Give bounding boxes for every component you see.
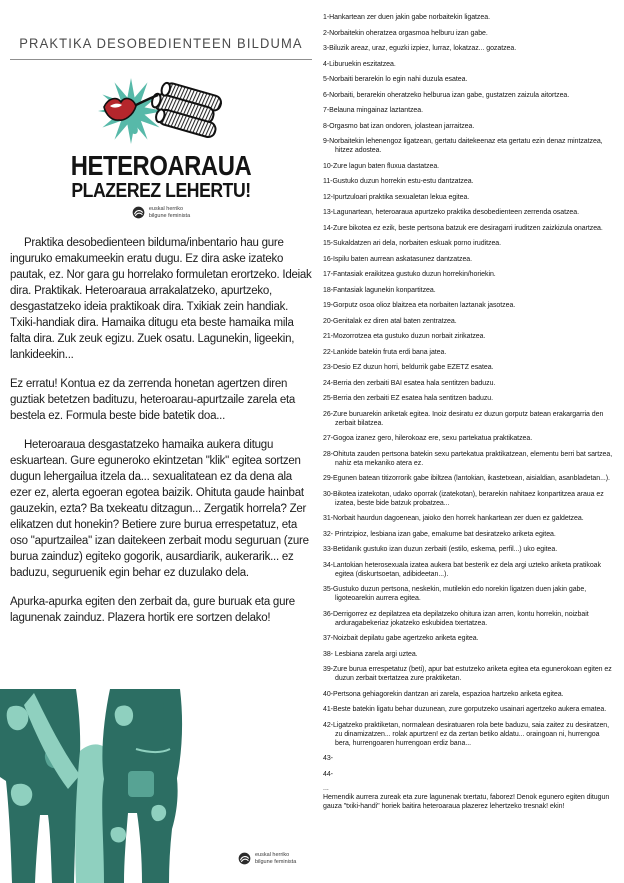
intro-text	[10, 235, 312, 626]
list-item: 14-Zure bikotea ez ezik, beste pertsona batzuk ere desiragarri iruditzen zaizkizula onartzea.	[323, 224, 603, 232]
list-ellipsis: ...	[323, 785, 329, 792]
org-name	[149, 206, 190, 219]
practices-list	[323, 13, 617, 811]
intro-paragraph-3: Heteroaraua desgastatzeko hamaika aukera ditugu eskuartean. Gure eguneroko ekintzetan "klik" egitea sortzen dugun lehergailua itzela da... sexualitatean ez da dena ala ezer ez, alerta egoeran egotea baizik. Ohituta gaude hainbat gauzekin, ezta? Ba txekeatu ditzagun... Zergatik horrela? Zer elikatzen dut honekin? Betiere zure burua errespetatuz, eta oso "apurtzailea" izan daitekeen zerbait modu seguruan (zure burua zainduz) egiteko gogorik, ausardiarik, aukerarik... ez baduzu, seguruenik egin behar ez duzulako dela.	[10, 439, 309, 579]
intro-paragraph-1: Praktika desobedienteen bilduma/inbentario hau gure inguruko emakumeekin eratu dugu. Ez dira aske izateko pautak, ez. Nor gara gu horrelako formuletan erortzeko. Ideiak dira. Praktikak. Heteroaraua arrakalatzeko, apurtzeko, desgastatzeko ideia praktikoak dira. Txikiak zein handiak. Txiki-handiak dira. Hamaika ditugu eta beste hamaika mila falta dira. Zuk zeuk egizu. Zuek osatu. Lagunekin, ligeekin, lankideekin...	[10, 237, 312, 361]
list-item: 43-	[323, 755, 333, 762]
list-item: 29-Egunen batean titizorrorik gabe ibiltzea (lantokian, ikastetxean, aisialdian, asanbladetan...).	[323, 475, 610, 482]
list-item: 11-Gustuko duzun horrekin estu-estu dantzatzea.	[323, 178, 474, 185]
org-name-line1: euskal herriko	[255, 852, 290, 859]
org-swirl-icon	[132, 206, 145, 219]
list-item: 12-Ipurtzuloari praktika sexualetan lekua egitea.	[323, 193, 470, 201]
org-name-line1: euskal herriko	[148, 206, 184, 213]
list-item: 35-Gustuko duzun pertsona, neskekin, mutilekin edo norekin ligatzen duen jakin gabe, ligoteoarekin aurrera egitea.	[323, 586, 587, 602]
list-item: 24-Berria den zerbaiti BAI esatea hala sentitzen baduzu.	[323, 379, 496, 387]
list-item: 33-Betidanik gustuko izan duzun zerbaiti (estilo, eskema, perfil...) uko egitea.	[323, 546, 558, 553]
list-item: 15-Sukaldatzen ari dela, norbaiten eskuak porno iruditzea.	[323, 240, 502, 247]
list-item: 8-Orgasmo bat izan ondoren, jolastean jarraitzea.	[323, 122, 475, 130]
list-item: 32- Printzipioz, lesbiana izan gabe, emakume bat desiratzeko ariketa egitea.	[323, 530, 556, 538]
campaign-title-line2: PLAZEREZ LEHERTU!	[71, 180, 251, 202]
list-item: 27-Gogoa izanez gero, hilerokoaz ere, sexu partekatua praktikatzea.	[323, 435, 533, 442]
list-item: 7-Belauna mingainaz laztantzea.	[323, 107, 424, 114]
list-item: 18-Fantasiak lagunekin konpartitzea.	[323, 286, 436, 294]
left-column	[10, 0, 312, 639]
list-item: 1-Hankartean zer duen jakin gabe norbaitekin ligatzea.	[323, 14, 490, 21]
org-swirl-icon	[238, 852, 251, 865]
list-item: 31-Norbait haurdun dagoenean, jaioko den horrek hankartean zer duen ez galdetzea.	[323, 515, 584, 522]
list-item: 13-Lagunartean, heteroaraua apurtzeko praktika desobedienteen zerrenda osatzea.	[323, 209, 580, 216]
list-item: 17-Fantasiak eraikitzea gustuko duzun horrekin/horiekin.	[323, 271, 496, 278]
list-item: 21-Mozorrotzea eta gustuko duzun norbait zirikatzea.	[323, 333, 486, 340]
org-logo-top	[10, 206, 312, 219]
org-name-line2: bilgune feminista	[255, 858, 297, 865]
list-item: 25-Berria den zerbaiti EZ esatea hala sentitzen baduzu.	[323, 395, 494, 402]
practice-items	[323, 13, 617, 779]
right-figure-highlight-1	[115, 705, 133, 725]
two-figures-illustration	[0, 689, 240, 883]
list-item: 41-Beste batekin ligatu behar duzunean, zure gorputzeko usainari agertzeko aukera ematea.	[323, 706, 607, 713]
intro-paragraph-4: Apurka-apurka egiten den zerbait da, gure buruak eta gure lagunenak zainduz. Plazera hortik ere sortzen delako!	[10, 596, 295, 624]
title-divider	[10, 59, 312, 60]
closing-note: Hemendik aurrera zureak eta zure lagunenak txertatu, faborez! Denok egunero egiten ditugun gauza "txiki-handi" horiek baitira heteroaraua plazerez lehertzeko tresnak! ekin!	[323, 794, 610, 810]
campaign-title-line1: HETEROARAUA	[70, 150, 252, 181]
list-item: 44-	[323, 770, 333, 778]
list-item: 4-Liburuekin eszitatzea.	[323, 60, 396, 68]
org-logo-bottom	[238, 852, 296, 865]
list-item: 10-Zure lagun baten fluxua dastatzea.	[323, 162, 440, 170]
list-item: 23-Desio EZ duzun horri, beldurrik gabe EZETZ esatea.	[323, 364, 494, 371]
campaign-logo	[10, 70, 312, 219]
list-item: 20-Genitalak ez diren atal baten zentratzea.	[323, 317, 457, 325]
list-item: 40-Pertsona gehiagorekin dantzan ari zarela, espazioa hartzeko ariketa egitea.	[323, 690, 564, 698]
list-item: 26-Zure buruarekin ariketak egitea. Inoiz desiratu ez duzun gorputz batean erakargarria den zerbait bilatzea.	[323, 410, 604, 427]
org-name-line2: bilgune feminista	[148, 212, 191, 219]
dynamite-lips-explosion-icon	[86, 70, 236, 152]
list-item: 22-Lankide batekin fruta erdi bana jatea.	[323, 348, 447, 356]
list-item: 6-Norbaiti, berarekin oheratzeko helburua izan gabe, gustatzen zaizula aitortzea.	[323, 91, 570, 99]
list-item: 3-Biluzik areaz, uraz, eguzki izpiez, lurraz, lokatzaz... gozatzea.	[323, 45, 517, 52]
back-pocket	[128, 771, 154, 797]
list-item: 36-Derrigorrez ez depilatzea eta depilatzeko ohitura izan arren, kontu horrekin, noizbait arduragabekeriaz jokatzeko eskubidea txertatzea.	[323, 610, 589, 627]
list-item: 39-Zure burua errespetatuz (beti), apur bat estutzeko ariketa egitea eta egunerokoan egiten ez duzun zerbait txertatzea zure praktiketan.	[323, 666, 612, 682]
list-item: 37-Noizbait depilatu gabe agertzeko ariketa egitea.	[323, 635, 479, 642]
list-item: 34-Lantokian heterosexuala izatea aukera bat besterik ez dela argi uzteko ariketa pratikoak egitea (diskurtsoetan, adibideetan...).	[323, 561, 601, 578]
dynamite-bundle	[147, 79, 225, 138]
list-item: 28-Ohituta zauden pertsona batekin sexu partekatua praktikatzean, elementu berri bat sartzea, nahiz eta mekaniko atera ez.	[323, 450, 613, 467]
org-name	[255, 852, 296, 865]
list-item: 19-Gorputz osoa olioz blaitzea eta norbaiten laztanak jasotzea.	[323, 302, 516, 309]
list-item: 2-Norbaitekin oheratzea orgasmoa helburu izan gabe.	[323, 29, 488, 37]
intro-paragraph-2: Ez erratu! Kontua ez da zerrenda honetan agertzen diren guztiak betetzen badituzu, heteroarau-apurtzaile zarela eta bestela ez. Formula beste bide batetik doa...	[10, 378, 296, 422]
list-item: 38- Lesbiana zarela argi uztea.	[323, 650, 418, 658]
list-item: 9-Norbaitekin lehenengoz ligatzean, gertatu daitekeenaz eta gertatu ezin denaz mintzatzea, hitzez adostea.	[323, 138, 603, 154]
list-item: 30-Bikotea izatekotan, udako oporrak (izatekotan), berarekin nahitaez konpartitzea araua ez izatea, beste bide batzuk probatzea...	[323, 490, 604, 507]
page-title: PRAKTIKA DESOBEDIENTEEN BILDUMA	[19, 36, 303, 51]
list-item: 16-Ispilu baten aurrean askatasunez dantzatzea.	[323, 255, 473, 263]
list-item: 42-Ligatzeko praktiketan, normalean desiratuaren rola bete baduzu, saia zaitez zu desiratzen, zu dinamizatzen... rolak apurtzen! ez da zertan betiko aldatu... oraingoan ni, hurrengoa bera, hurrengoaren hurrengoan erdiz bana...	[323, 721, 610, 747]
list-item: 5-Norbaiti berarekin lo egin nahi duzula esatea.	[323, 76, 468, 83]
